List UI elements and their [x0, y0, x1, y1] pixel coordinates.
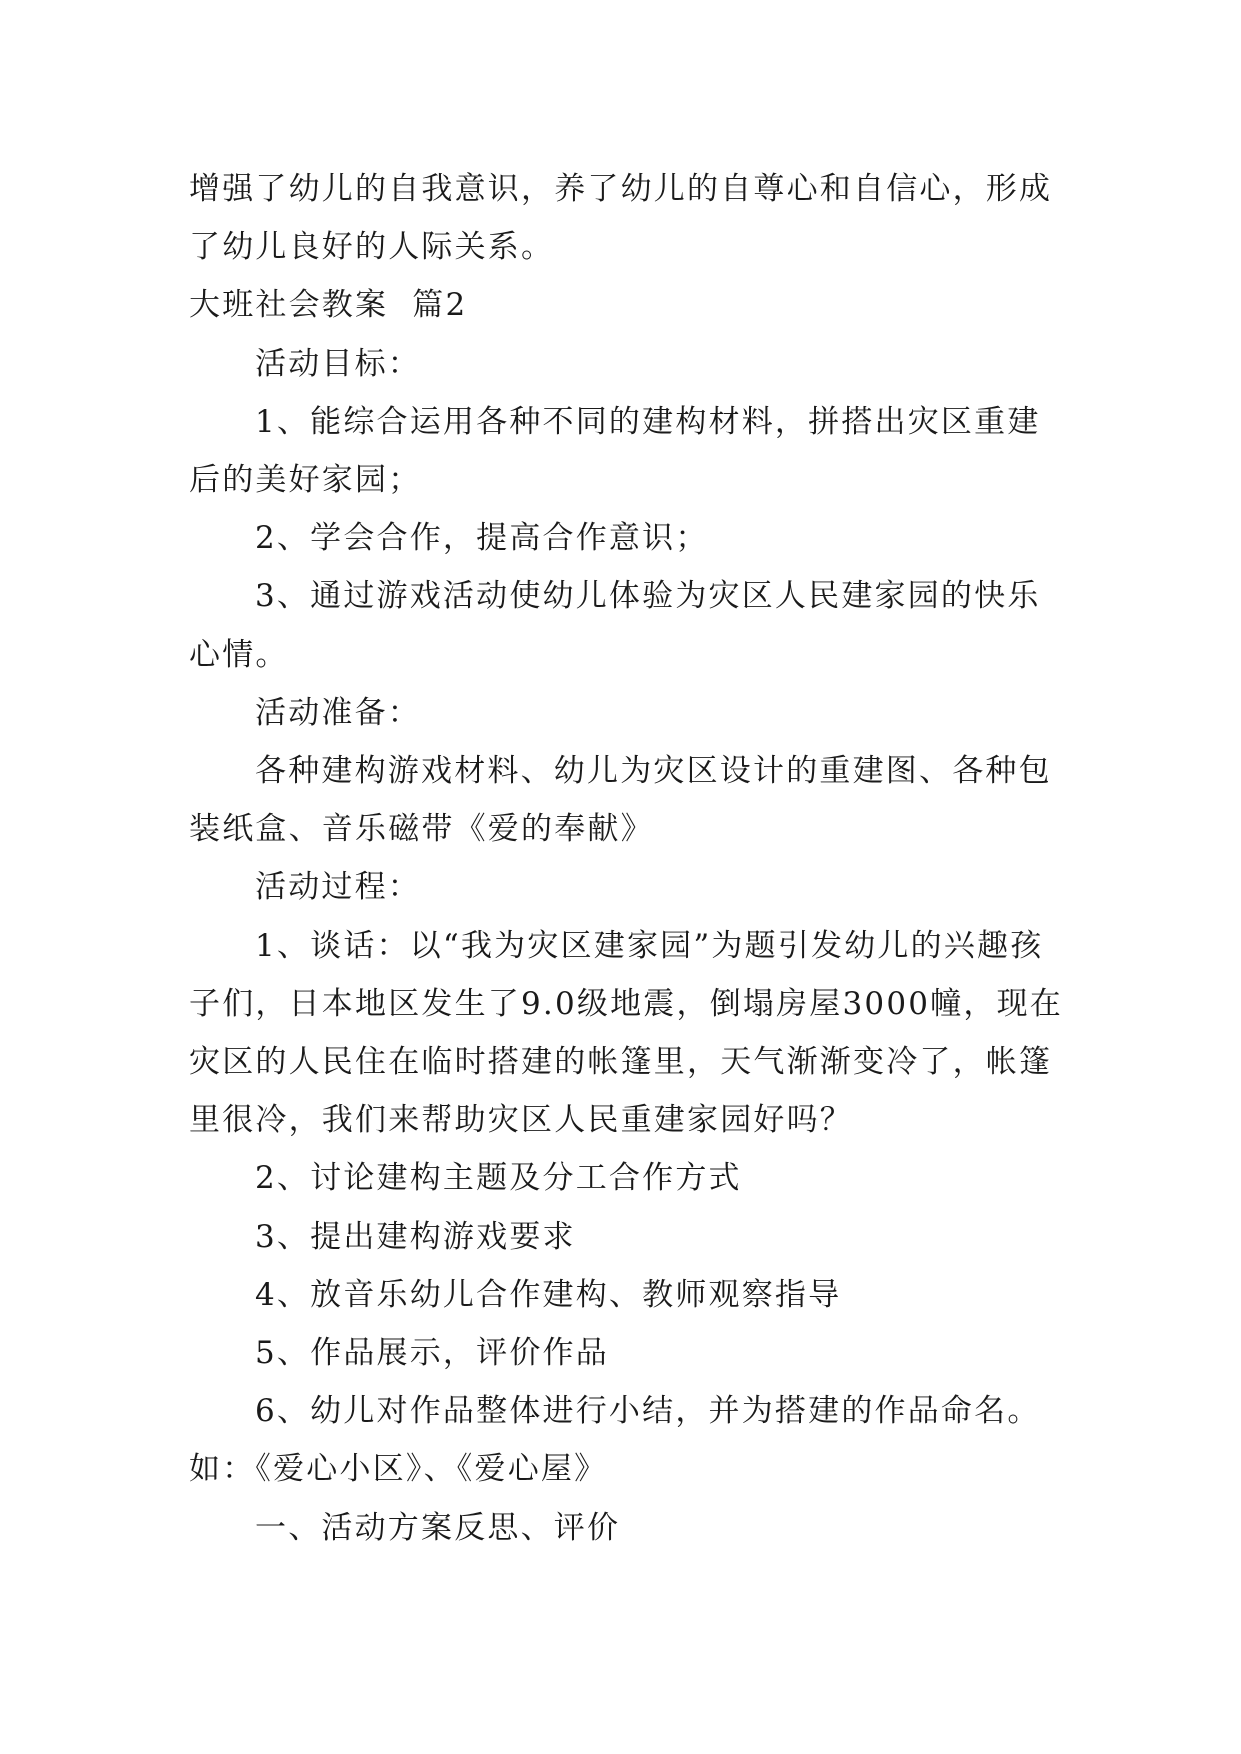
- section-heading: 大班社会教案 篇2: [189, 287, 468, 324]
- process-step-2: 2、讨论建构主题及分工合作方式: [255, 1160, 742, 1197]
- heading-activity-goals: 活动目标：: [255, 345, 421, 382]
- goal-item-3: 3、通过游戏活动使幼儿体验为灾区人民建家园的快乐心情。: [189, 578, 1041, 673]
- process-step-5: 5、作品展示，评价作品: [255, 1335, 609, 1372]
- goal-item-2: 2、学会合作，提高合作意识；: [255, 520, 709, 557]
- heading-reflection: 一、活动方案反思、评价: [255, 1509, 621, 1546]
- process-step-3: 3、提出建构游戏要求: [255, 1218, 576, 1255]
- heading-activity-process: 活动过程：: [255, 869, 421, 906]
- heading-activity-preparation: 活动准备：: [255, 694, 421, 731]
- preparation-materials: 各种建构游戏材料、幼儿为灾区设计的重建图、各种包装纸盒、音乐磁带《爱的奉献》: [189, 753, 1052, 848]
- goal-item-1: 1、能综合运用各种不同的建构材料，拼搭出灾区重建后的美好家园；: [189, 403, 1041, 499]
- document-body: [189, 160, 1069, 1557]
- process-step-1: 1、谈话：以“我为灾区建家园”为题引发幼儿的兴趣孩子们，日本地区发生了9.0级地震，倒塌房屋3000幢，现在灾区的人民住在临时搭建的帐篷里，天气渐渐变冷了，帐篷里很冷，我们来帮助灾区人民重建家园好吗？: [189, 927, 1063, 1139]
- process-step-4: 4、放音乐幼儿合作建构、教师观察指导: [255, 1276, 842, 1313]
- paragraph-intro-continued: 增强了幼儿的自我意识，养了幼儿的自尊心和自信心，形成了幼儿良好的人际关系。: [189, 171, 1053, 266]
- process-step-6: 6、幼儿对作品整体进行小结，并为搭建的作品命名。如：《爱心小区》、《爱心屋》: [189, 1393, 1041, 1488]
